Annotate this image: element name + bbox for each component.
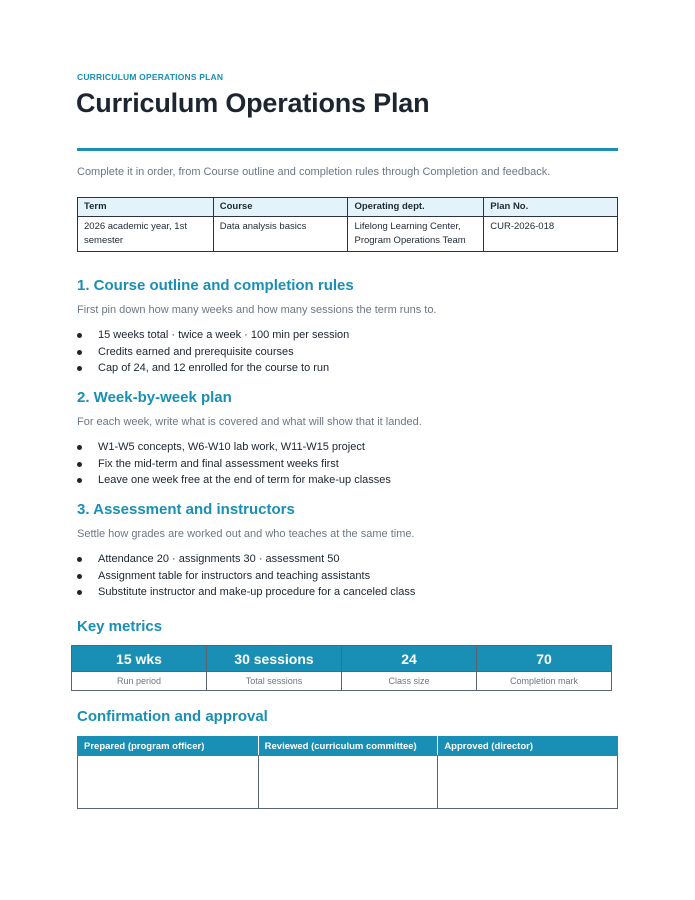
key-metrics-table (71, 645, 612, 691)
metric-label: Run period (72, 672, 207, 691)
metric-value: 15 wks (72, 646, 207, 672)
plan-info-value-row (78, 217, 618, 252)
header-operating-dept: Operating dept. (348, 198, 484, 217)
metric-label: Total sessions (207, 672, 342, 691)
list-item: Leave one week free at the end of term for make-up classes (77, 472, 618, 489)
bullet-list (77, 327, 618, 377)
metrics-label-row (72, 672, 612, 691)
approved-signature-box[interactable] (438, 756, 618, 809)
list-item: W1-W5 concepts, W6-W10 lab work, W11-W15 project (77, 439, 618, 456)
metric-label: Completion mark (477, 672, 612, 691)
section-assessment (77, 501, 618, 601)
approval-header-row (78, 737, 618, 756)
prepared-signature-box[interactable] (78, 756, 259, 809)
list-item: Attendance 20 · assignments 30 · assessment 50 (77, 551, 618, 568)
approval-heading: Confirmation and approval (77, 708, 268, 725)
list-item: 15 weeks total · twice a week · 100 min per session (77, 327, 618, 344)
list-item: Substitute instructor and make-up procedure for a canceled class (77, 584, 618, 601)
metric-label: Class size (342, 672, 477, 691)
key-metrics-heading: Key metrics (77, 618, 163, 635)
section-heading: 1. Course outline and completion rules (77, 277, 354, 294)
section-course-outline (77, 277, 618, 377)
section-heading: 2. Week-by-week plan (77, 389, 232, 406)
list-item: Assignment table for instructors and teaching assistants (77, 568, 618, 585)
approval-approved-header: Approved (director) (438, 737, 618, 756)
approval-table (77, 736, 618, 809)
approval-reviewed-header: Reviewed (curriculum committee) (258, 737, 438, 756)
page-title: Curriculum Operations Plan (76, 88, 430, 118)
header-course: Course (213, 198, 348, 217)
section-week-plan (77, 389, 618, 489)
title-divider (77, 148, 618, 151)
header-plan-no: Plan No. (484, 198, 618, 217)
value-course: Data analysis basics (213, 217, 348, 252)
value-operating-dept: Lifelong Learning Center, Program Operations Team (348, 217, 484, 252)
metric-value: 70 (477, 646, 612, 672)
list-item: Cap of 24, and 12 enrolled for the course to run (77, 360, 618, 377)
metric-value: 30 sessions (207, 646, 342, 672)
bullet-list (77, 551, 618, 601)
plan-info-header-row (78, 198, 618, 217)
metric-value: 24 (342, 646, 477, 672)
section-subtitle: First pin down how many weeks and how many sessions the term runs to. (77, 304, 437, 316)
list-item: Credits earned and prerequisite courses (77, 344, 618, 361)
value-plan-no: CUR-2026-018 (484, 217, 618, 252)
value-term: 2026 academic year, 1st semester (78, 217, 214, 252)
section-subtitle: For each week, write what is covered and what will show that it landed. (77, 416, 422, 428)
eyebrow-label: CURRICULUM OPERATIONS PLAN (77, 72, 224, 82)
section-heading: 3. Assessment and instructors (77, 501, 295, 518)
approval-signature-row (78, 756, 618, 809)
header-term: Term (78, 198, 214, 217)
section-subtitle: Settle how grades are worked out and who teaches at the same time. (77, 528, 415, 540)
approval-prepared-header: Prepared (program officer) (78, 737, 259, 756)
reviewed-signature-box[interactable] (258, 756, 438, 809)
intro-text: Complete it in order, from Course outline and completion rules through Completion and feedback. (77, 166, 551, 178)
bullet-list (77, 439, 618, 489)
metrics-value-row (72, 646, 612, 672)
plan-info-table (77, 197, 618, 252)
list-item: Fix the mid-term and final assessment weeks first (77, 456, 618, 473)
